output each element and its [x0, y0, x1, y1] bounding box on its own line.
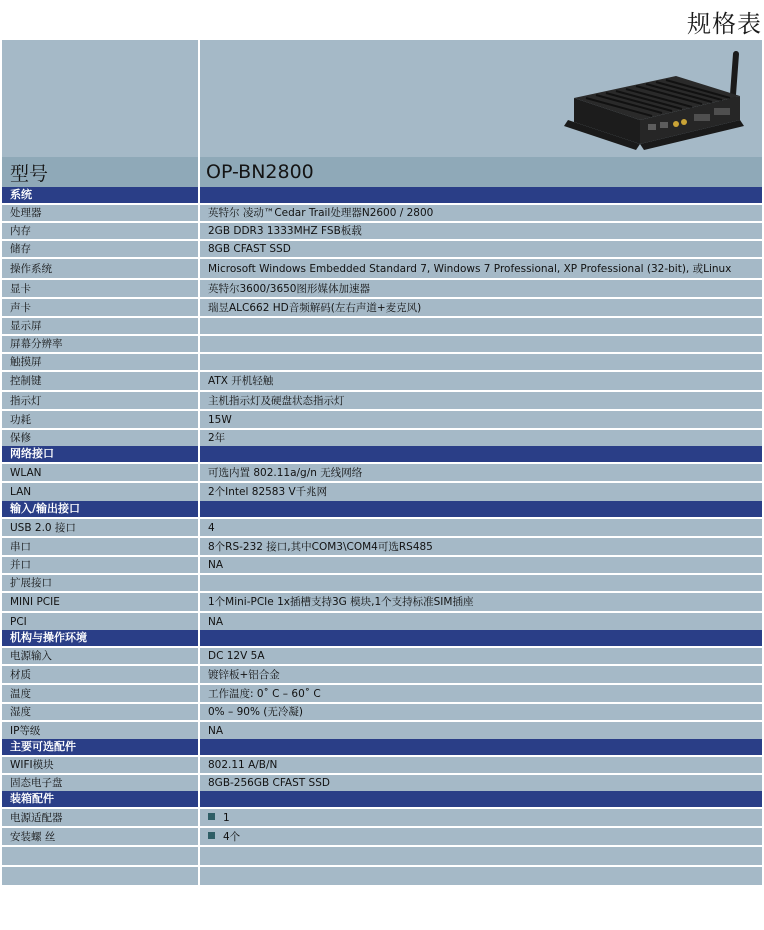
spec-row [2, 827, 762, 846]
spec-row [2, 410, 762, 429]
spec-label: 电源适配器 [2, 808, 199, 827]
blank-row [2, 866, 762, 885]
spec-label: WLAN [2, 463, 199, 482]
spec-value: 镀锌板+铝合金 [208, 668, 280, 681]
spec-row [2, 574, 762, 592]
spec-row [2, 353, 762, 371]
spec-value: 802.11 A/B/N [208, 759, 278, 771]
section-title: 主要可选配件 [2, 739, 199, 756]
spec-row [2, 756, 762, 774]
spec-row [2, 703, 762, 721]
product-image [564, 50, 744, 154]
spec-value: 可选内置 802.11a/g/n 无线网络 [208, 466, 363, 479]
spec-row [2, 537, 762, 556]
section-header [2, 446, 762, 463]
spec-value: 4个 [223, 830, 241, 843]
spec-label: USB 2.0 接口 [2, 518, 199, 537]
spec-value: 8GB-256GB CFAST SSD [208, 777, 330, 789]
spec-row [2, 592, 762, 612]
spec-value: 8个RS-232 接口,其中COM3\COM4可选RS485 [208, 540, 433, 553]
spec-row [2, 647, 762, 665]
spec-value: 2年 [208, 432, 226, 444]
spec-value: 0% – 90% (无冷凝) [208, 706, 303, 718]
spec-value: DC 12V 5A [208, 650, 265, 662]
section-title: 系统 [2, 187, 199, 204]
spec-value: NA [208, 724, 224, 737]
spec-label: 处理器 [2, 204, 199, 222]
spec-row [2, 721, 762, 739]
spec-row [2, 612, 762, 630]
spec-row [2, 482, 762, 501]
section-header [2, 630, 762, 647]
spec-table [2, 40, 762, 885]
spec-value: 英特尔 凌动™Cedar Trail处理器N2600 / 2800 [208, 207, 434, 219]
spec-value: 1 [223, 811, 230, 824]
spec-row [2, 518, 762, 537]
spec-label: WIFI模块 [2, 756, 199, 774]
spec-label: 并口 [2, 556, 199, 574]
spec-value: Microsoft Windows Embedded Standard 7, Windows 7 Professional, XP Professional (32-bit), 或Linux [208, 262, 732, 275]
page-title: 规格表 [687, 10, 762, 38]
spec-label: 显卡 [2, 279, 199, 298]
spec-label: 电源输入 [2, 647, 199, 665]
spec-row [2, 204, 762, 222]
spec-row [2, 298, 762, 317]
spec-label: 材质 [2, 665, 199, 684]
spec-value: 4 [208, 521, 215, 534]
spec-row [2, 222, 762, 240]
spec-row [2, 684, 762, 703]
spec-value: 主机指示灯及硬盘状态指示灯 [208, 394, 345, 407]
model-label: 型号 [2, 157, 199, 187]
spec-row [2, 371, 762, 391]
spec-label: 指示灯 [2, 391, 199, 410]
spec-label: PCI [2, 612, 199, 630]
spec-label: 操作系统 [2, 258, 199, 279]
spec-label: 串口 [2, 537, 199, 556]
square-bullet-icon [208, 813, 215, 820]
section-title: 装箱配件 [2, 791, 199, 808]
model-value: OP-BN2800 [199, 157, 762, 187]
spec-label: 湿度 [2, 703, 199, 721]
spec-label: 温度 [2, 684, 199, 703]
spec-value: 2GB DDR3 1333MHZ FSB板载 [208, 225, 362, 237]
spec-row [2, 774, 762, 791]
spec-value: 15W [208, 413, 232, 426]
spec-label: 扩展接口 [2, 574, 199, 592]
spec-value: 工作温度: 0˚ C – 60˚ C [208, 687, 321, 700]
section-header [2, 739, 762, 756]
spec-label: IP等级 [2, 721, 199, 739]
spec-row [2, 335, 762, 353]
section-header [2, 187, 762, 204]
spec-label: 触摸屏 [2, 353, 199, 371]
spec-label: 固态电子盘 [2, 774, 199, 791]
spec-row [2, 808, 762, 827]
spec-row [2, 317, 762, 335]
spec-label: 安装螺 丝 [2, 827, 199, 846]
spec-row [2, 463, 762, 482]
blank-row [2, 846, 762, 866]
spec-value: ATX 开机轻触 [208, 375, 274, 387]
spec-label: 声卡 [2, 298, 199, 317]
spec-value: NA [208, 615, 224, 628]
section-title: 输入/输出接口 [2, 501, 199, 518]
spec-label: 保修 [2, 429, 199, 446]
spec-label: LAN [2, 482, 199, 501]
spec-label: 储存 [2, 240, 199, 258]
spec-row [2, 429, 762, 446]
spec-value: NA [208, 559, 224, 571]
spec-row [2, 391, 762, 410]
spec-row [2, 556, 762, 574]
spec-label: 显示屏 [2, 317, 199, 335]
section-title: 网络接口 [2, 446, 199, 463]
spec-label: MINI PCIE [2, 592, 199, 612]
model-row [2, 157, 762, 187]
spec-label: 内存 [2, 222, 199, 240]
square-bullet-icon [208, 832, 215, 839]
section-header [2, 501, 762, 518]
spec-label: 控制键 [2, 371, 199, 391]
section-title: 机构与操作环境 [2, 630, 199, 647]
spec-value: 1个Mini-PCIe 1x插槽支持3G 模块,1个支持标准SIM插座 [208, 596, 474, 608]
spec-label: 功耗 [2, 410, 199, 429]
spec-value: 2个Intel 82583 V千兆网 [208, 486, 328, 498]
spec-value: 瑞昱ALC662 HD音频解码(左右声道+麦克风) [208, 301, 422, 314]
spec-label: 屏幕分辨率 [2, 335, 199, 353]
spec-row [2, 240, 762, 258]
product-image-row [2, 40, 762, 157]
spec-value: 8GB CFAST SSD [208, 243, 291, 255]
spec-row [2, 665, 762, 684]
section-header [2, 791, 762, 808]
spec-row [2, 279, 762, 298]
spec-row [2, 258, 762, 279]
spec-value: 英特尔3600/3650图形媒体加速器 [208, 282, 370, 295]
